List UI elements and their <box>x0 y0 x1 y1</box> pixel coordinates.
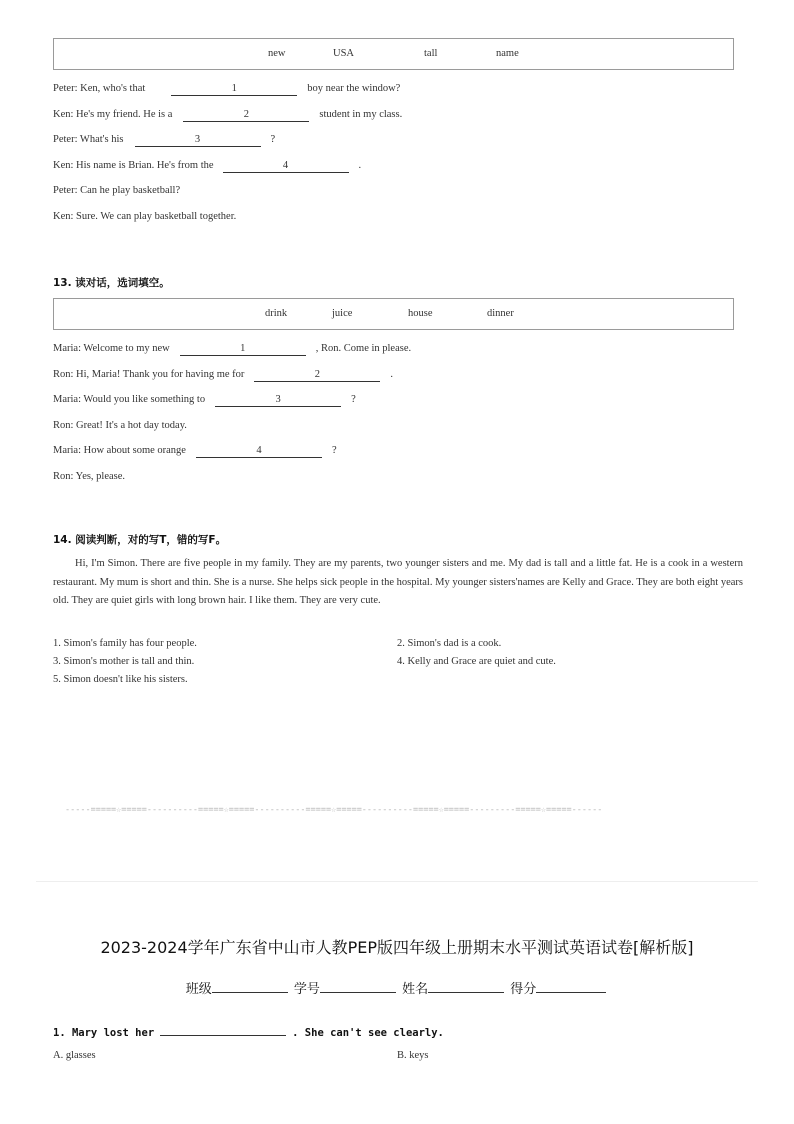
info-label-number: 学号 <box>293 982 320 997</box>
dialogue-text: Maria: Would you like something to <box>53 394 206 405</box>
question-text: . She can't see clearly. <box>292 1027 444 1039</box>
statement-item: 5. Simon doesn't like his sisters. <box>53 674 188 685</box>
dialogue-line <box>53 83 400 96</box>
dialogue-text: Peter: What's his <box>53 134 124 145</box>
question-text: 1. Mary lost her <box>53 1027 155 1039</box>
dialogue-text: boy near the window? <box>307 83 401 94</box>
word-bank-item: dinner <box>487 308 514 319</box>
fill-blank[interactable]: 1 <box>171 83 297 96</box>
dialogue-text: . <box>358 160 362 171</box>
section-divider: -----=====☆=====----------=====☆=====----------=====☆=====----------=====☆=====---------=====☆=====------ <box>65 805 603 815</box>
info-blank[interactable] <box>536 978 606 993</box>
dialogue-text: ? <box>270 134 276 145</box>
dialogue-text: ? <box>331 445 337 456</box>
word-bank-item: house <box>408 308 433 319</box>
word-bank-box <box>53 38 734 70</box>
info-blank[interactable] <box>428 978 504 993</box>
answer-option[interactable]: A. glasses <box>53 1050 96 1061</box>
info-blank[interactable] <box>320 978 396 993</box>
dialogue-line: Ron: Yes, please. <box>53 471 126 482</box>
fill-blank[interactable]: 2 <box>254 369 380 382</box>
dialogue-line: Ron: Great! It's a hot day today. <box>53 420 187 431</box>
dialogue-line <box>53 369 393 382</box>
dialogue-text: Ken: He's my friend. He is a <box>53 109 173 120</box>
info-blank[interactable] <box>212 978 288 993</box>
word-bank-item: name <box>496 48 519 59</box>
dialogue-line <box>53 134 275 147</box>
statement-item: 2. Simon's dad is a cook. <box>397 638 502 649</box>
student-info-line <box>0 978 794 997</box>
question-heading: 14. 阅读判断，对的写T，错的写F。 <box>53 534 227 546</box>
dialogue-line: Ken: Sure. We can play basketball together. <box>53 211 237 222</box>
reading-passage: Hi, I'm Simon. There are five people in my family. They are my parents, two younger sisters and me. My dad is tall and a little fat. He is a cook in a western restaurant. My mum is short and thin. She is a nurse. She helps sick people in the hospital. My younger sisters'names are Kelly and Grace. They are both eight years old. They are quiet girls with long brown hair. I like them. They are very cute. <box>53 558 743 606</box>
dialogue-text: ? <box>351 394 356 405</box>
statement-item: 3. Simon's mother is tall and thin. <box>53 656 195 667</box>
info-label-class: 班级 <box>185 982 212 997</box>
fill-blank[interactable]: 4 <box>196 445 322 458</box>
fill-blank[interactable]: 3 <box>215 394 341 407</box>
dialogue-text: student in my class. <box>319 109 403 120</box>
dialogue-line <box>53 343 411 356</box>
dialogue-text: Ron: Hi, Maria! Thank you for having me for <box>53 369 245 380</box>
word-bank-item: new <box>268 48 286 59</box>
dialogue-text: . <box>390 369 394 380</box>
fill-blank[interactable] <box>160 1024 286 1036</box>
word-bank-item: drink <box>265 308 288 319</box>
statement-item: 1. Simon's family has four people. <box>53 638 197 649</box>
word-bank-item: USA <box>333 48 355 59</box>
info-label-score: 得分 <box>510 982 537 997</box>
info-label-name: 姓名 <box>402 982 429 997</box>
word-bank-item: tall <box>424 48 438 59</box>
dialogue-text: Maria: Welcome to my new <box>53 343 170 354</box>
dialogue-line <box>53 394 356 407</box>
answer-option[interactable]: B. keys <box>397 1050 429 1061</box>
fill-blank[interactable]: 2 <box>183 109 309 122</box>
dialogue-text: Maria: How about some orange <box>53 445 186 456</box>
document-title: 2023-2024学年广东省中山市人教PEP版四年级上册期末水平测试英语试卷[解析版] <box>100 938 694 957</box>
dialogue-text: Peter: Ken, who's that <box>53 83 146 94</box>
statement-item: 4. Kelly and Grace are quiet and cute. <box>397 656 556 667</box>
dialogue-line: Peter: Can he play basketball? <box>53 185 181 196</box>
word-bank-item: juice <box>332 308 353 319</box>
fill-blank[interactable]: 1 <box>180 343 306 356</box>
dialogue-line <box>53 109 402 122</box>
question-heading: 13. 读对话，选词填空。 <box>53 277 170 289</box>
page-break-line <box>36 881 758 882</box>
fill-blank[interactable]: 3 <box>135 134 261 147</box>
dialogue-text: Ken: His name is Brian. He's from the <box>53 160 214 171</box>
word-bank-box <box>53 298 734 330</box>
dialogue-line <box>53 445 337 458</box>
fill-blank[interactable]: 4 <box>223 160 349 173</box>
dialogue-text: , Ron. Come in please. <box>315 343 412 354</box>
dialogue-line <box>53 160 361 173</box>
question-1 <box>53 1024 444 1039</box>
